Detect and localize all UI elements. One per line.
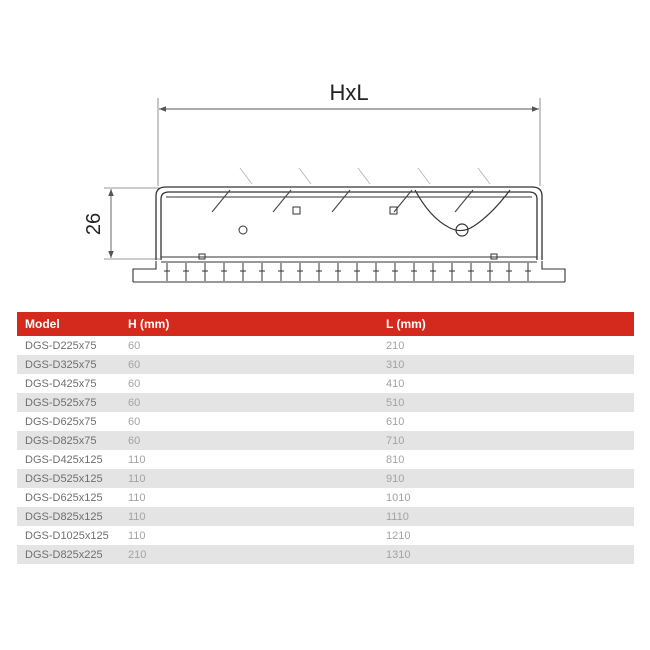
model-cell: DGS-D225x75: [17, 336, 120, 355]
column-header-l: L (mm): [378, 312, 634, 336]
louver-blades-ghost: [240, 168, 490, 184]
model-cell: DGS-D825x225: [17, 545, 120, 564]
h-cell: 110: [120, 450, 378, 469]
spec-table: [17, 312, 634, 564]
table-row: [17, 507, 634, 526]
table-row: [17, 450, 634, 469]
l-cell: 810: [378, 450, 634, 469]
h-cell: 110: [120, 507, 378, 526]
l-cell: 710: [378, 431, 634, 450]
h-cell: 210: [120, 545, 378, 564]
model-cell: DGS-D425x125: [17, 450, 120, 469]
h-cell: 60: [120, 412, 378, 431]
column-header-h: H (mm): [120, 312, 378, 336]
table-row: [17, 488, 634, 507]
grille-cross-section-drawing: [0, 0, 650, 300]
h-cell: 60: [120, 374, 378, 393]
table-row: [17, 469, 634, 488]
table-header-row: [17, 312, 634, 336]
column-header-model: Model: [17, 312, 120, 336]
model-cell: DGS-D525x125: [17, 469, 120, 488]
table-row: [17, 526, 634, 545]
h-cell: 110: [120, 526, 378, 545]
model-cell: DGS-D1025x125: [17, 526, 120, 545]
table-row: [17, 431, 634, 450]
height-dimension-label: 26: [83, 212, 105, 236]
table-row: [17, 355, 634, 374]
l-cell: 1110: [378, 507, 634, 526]
h-cell: 60: [120, 393, 378, 412]
table-row: [17, 336, 634, 355]
table-row: [17, 412, 634, 431]
table-row: [17, 393, 634, 412]
bottom-ribs: [164, 263, 531, 281]
h-cell: 60: [120, 431, 378, 450]
width-dimension: [158, 80, 540, 186]
table-row: [17, 374, 634, 393]
l-cell: 910: [378, 469, 634, 488]
height-dimension: [83, 188, 160, 259]
model-cell: DGS-D825x125: [17, 507, 120, 526]
model-cell: DGS-D425x75: [17, 374, 120, 393]
l-cell: 610: [378, 412, 634, 431]
h-cell: 110: [120, 469, 378, 488]
model-cell: DGS-D825x75: [17, 431, 120, 450]
h-cell: 60: [120, 355, 378, 374]
louver-blades: [212, 190, 473, 212]
l-cell: 1310: [378, 545, 634, 564]
l-cell: 1210: [378, 526, 634, 545]
width-dimension-label: HxL: [329, 80, 369, 105]
table-row: [17, 545, 634, 564]
model-cell: DGS-D625x125: [17, 488, 120, 507]
model-cell: DGS-D325x75: [17, 355, 120, 374]
h-cell: 60: [120, 336, 378, 355]
l-cell: 1010: [378, 488, 634, 507]
model-cell: DGS-D525x75: [17, 393, 120, 412]
l-cell: 310: [378, 355, 634, 374]
model-cell: DGS-D625x75: [17, 412, 120, 431]
h-cell: 110: [120, 488, 378, 507]
l-cell: 510: [378, 393, 634, 412]
l-cell: 210: [378, 336, 634, 355]
grille-outline: [133, 187, 565, 282]
l-cell: 410: [378, 374, 634, 393]
